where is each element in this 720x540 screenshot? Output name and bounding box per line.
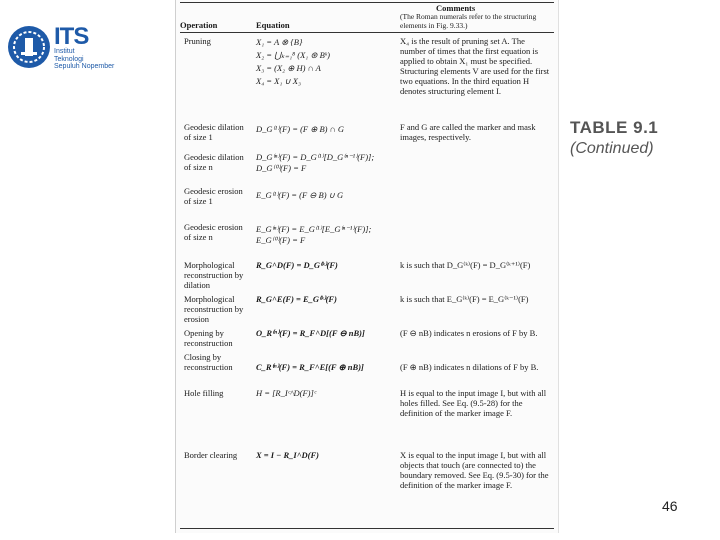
header-equation: Equation (256, 20, 290, 30)
row-eq-geo-ero-n: E_G⁽ⁿ⁾(F) = E_G⁽¹⁾[E_G⁽ⁿ⁻¹⁾(F)]; E_G⁽⁰⁾(F) = F (256, 224, 372, 245)
row-eq-hole-filling: H = [R_Iᶜ^D(F)]ᶜ (256, 388, 317, 398)
row-eq-opening: O_R⁽ⁿ⁾(F) = R_F^D[(F ⊖ nB)] (256, 328, 365, 338)
row-op-hole-filling: Hole filling (184, 388, 224, 398)
row-op-geo-ero-1: Geodesic erosion of size 1 (184, 186, 243, 206)
caption-continued: (Continued) (570, 140, 654, 157)
row-cm-pruning: X₄ is the result of pruning set A. The number of times that the first equation is applied to obtain X₁ must be specified. Structuring elements V are used for the first two equations. In the third equation H denotes structuring element I. (400, 36, 550, 96)
row-cm-recon-dil: k is such that D_G⁽ᵏ⁾(F) = D_G⁽ᵏ⁺¹⁾(F) (400, 260, 531, 270)
row-op-recon-dil: Morphological reconstruction by dilation (184, 260, 244, 290)
row-op-recon-ero: Morphological reconstruction by erosion (184, 294, 244, 324)
row-eq-closing: C_R⁽ⁿ⁾(F) = R_F^E[(F ⊕ nB)] (256, 362, 364, 372)
logo-sub-2: Teknologi (54, 55, 84, 63)
table-caption (570, 118, 658, 158)
row-eq-recon-ero: R_G^E(F) = E_G⁽ᵏ⁾(F) (256, 294, 337, 304)
header-rule (180, 32, 554, 33)
table-top-rule (180, 2, 554, 3)
row-cm-opening: (F ⊖ nB) indicates n erosions of F by B. (400, 328, 538, 338)
header-comments-note: (The Roman numerals refer to the structuring elements in Fig. 9.33.) (400, 12, 537, 30)
logo-name: ITS (54, 23, 89, 50)
table-bottom-rule (180, 528, 554, 529)
page-number: 46 (662, 498, 678, 514)
row-cm-border-clearing: X is equal to the input image I, but with all objects that touch (are connected to) the boundary removed. See Eq. (9.5-30) for the definition of the marker image F. (400, 450, 549, 490)
row-eq-border-clearing: X = I − R_I^D(F) (256, 450, 320, 460)
row-eq-geo-dil-1: D_G⁽¹⁾(F) = (F ⊕ B) ∩ G (256, 124, 345, 134)
row-eq-recon-dil: R_G^D(F) = D_G⁽ᵏ⁾(F) (256, 260, 338, 270)
row-eq-geo-ero-1: E_G⁽¹⁾(F) = (F ⊖ B) ∪ G (256, 190, 344, 200)
row-cm-hole-filling: H is equal to the input image I, but with all holes filled. See Eq. (9.5-28) for the definition of the marker image F. (400, 388, 547, 418)
row-op-geo-ero-n: Geodesic erosion of size n (184, 222, 243, 242)
row-eq-geo-dil-n: D_G⁽ⁿ⁾(F) = D_G⁽¹⁾[D_G⁽ⁿ⁻¹⁾(F)]; D_G⁽⁰⁾(F) = F (256, 152, 375, 173)
row-op-geo-dil-1: Geodesic dilation of size 1 (184, 122, 244, 142)
row-eq-pruning: X₁ = A ⊗ {B} X₂ = ⋃ₖ₌₁⁸ (X₁ ⊛ Bᵏ) X₃ = (X₂ ⊕ H) ∩ A X₄ = X₁ ∪ X₃ (256, 37, 331, 86)
row-op-border-clearing: Border clearing (184, 450, 238, 460)
header-operation: Operation (180, 20, 218, 30)
its-emblem-icon (6, 24, 52, 70)
row-cm-closing: (F ⊕ nB) indicates n dilations of F by B. (400, 362, 539, 372)
row-op-pruning: Pruning (184, 36, 211, 46)
header-comments: Comments (436, 3, 476, 13)
row-op-closing: Closing by reconstruction (184, 352, 233, 372)
table-scan (175, 0, 559, 533)
logo-sub-1: Institut (54, 48, 75, 55)
row-op-opening: Opening by reconstruction (184, 328, 233, 348)
logo-sub-3: Sepuluh Nopember (54, 63, 115, 70)
row-cm-geo-dil-1: F and G are called the marker and mask images, respectively. (400, 122, 536, 142)
row-cm-recon-ero: k is such that E_G⁽ᵏ⁾(F) = E_G⁽ᵏ⁻¹⁾(F) (400, 294, 529, 304)
logo-text (54, 23, 115, 71)
row-op-geo-dil-n: Geodesic dilation of size n (184, 152, 244, 172)
caption-title: TABLE 9.1 (570, 118, 659, 137)
